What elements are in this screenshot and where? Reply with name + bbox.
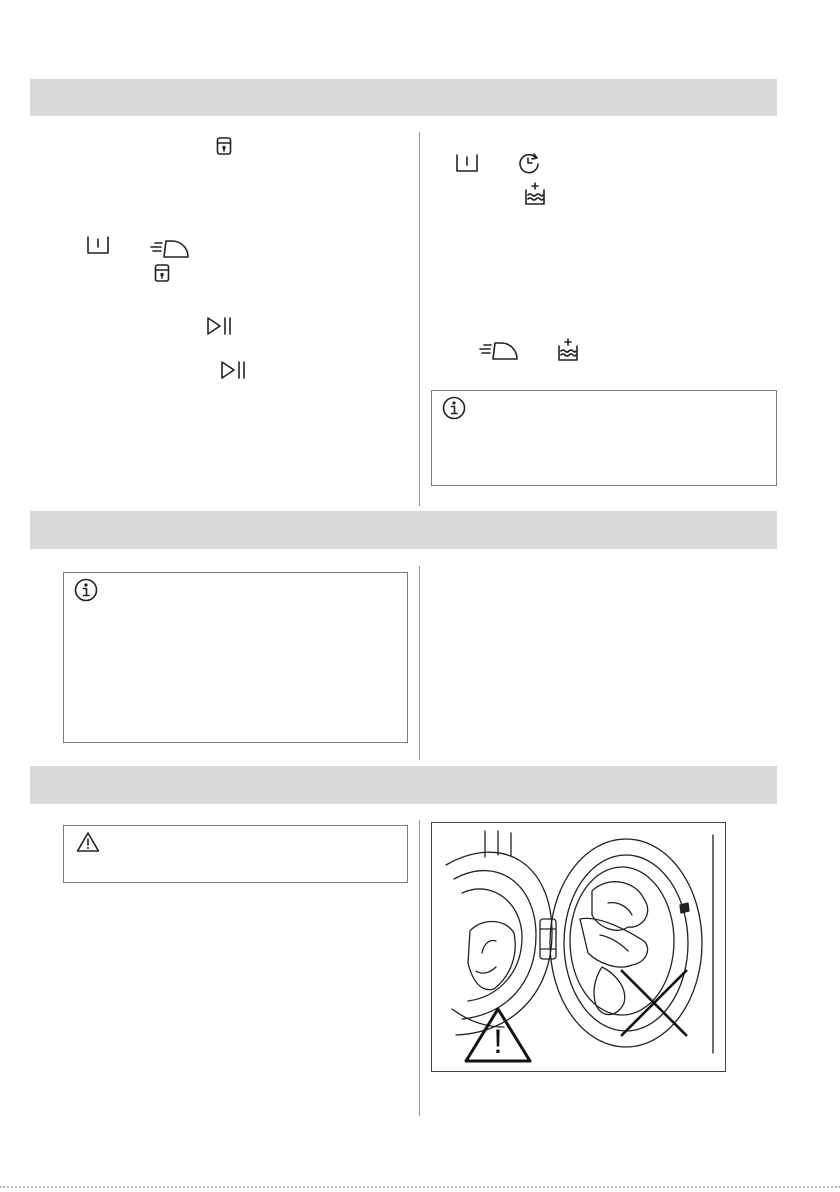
- warning-icon: [76, 831, 100, 853]
- easy-iron-icon: [148, 237, 192, 259]
- extra-rinse-icon: [524, 182, 546, 206]
- prewash-tub-icon: [86, 235, 110, 255]
- easy-iron-icon-2: [477, 339, 521, 361]
- section-header-2: [30, 511, 777, 549]
- info-note-box-1: [431, 390, 777, 486]
- door-lock-icon-2: [154, 264, 170, 282]
- section-header-1: [30, 79, 777, 116]
- door-seal-drawing: [432, 823, 725, 1071]
- time-delay-icon: [517, 151, 541, 175]
- column-divider-1: [419, 132, 420, 506]
- column-divider-2: [419, 566, 420, 760]
- door-lock-icon: [216, 137, 232, 155]
- warning-note-box: [63, 825, 408, 883]
- extra-rinse-icon-2: [557, 338, 579, 362]
- start-pause-icon-2: [220, 360, 248, 380]
- info-icon: [442, 396, 466, 420]
- prewash-tub-icon-2: [455, 153, 479, 173]
- footer-divider: [0, 1186, 840, 1188]
- info-icon-2: [74, 578, 98, 602]
- start-pause-icon: [206, 316, 234, 336]
- door-seal-illustration: [431, 822, 726, 1072]
- section-header-3: [30, 766, 777, 804]
- column-divider-3: [419, 820, 420, 1116]
- info-note-box-2: [63, 572, 408, 743]
- warning-exclamation: !: [493, 1023, 503, 1061]
